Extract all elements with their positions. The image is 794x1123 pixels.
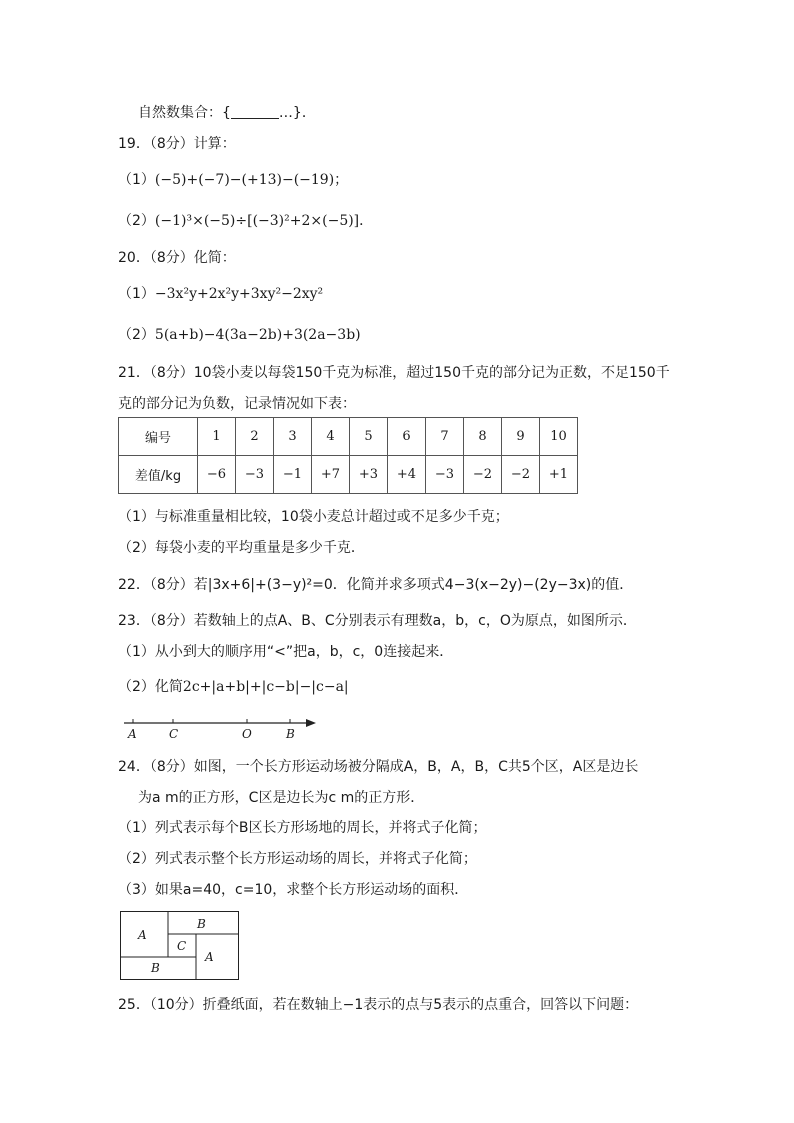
q20-part1-label: （1） [118,286,155,302]
q19-part2-label: （2） [118,213,155,229]
region-label-c: C [177,939,187,953]
q18-label: 自然数集合：{ [138,105,231,121]
q24-part1: （1）列式表示每个B区长方形场地的周长，并将式子化简； [118,820,487,836]
region-label-b: B [197,917,206,931]
q21-data-table [118,417,578,494]
table-cell: 7 [426,418,464,456]
q24-part2: （2）列式表示整个长方形运动场的周长，并将式子化简； [118,851,477,867]
region-label-a: A [138,928,147,942]
q18-suffix: …}． [278,105,316,121]
q19-part2 [118,211,373,231]
q18-blank [231,104,279,119]
point-label-b: B [286,727,295,741]
table-cell: 4 [312,418,350,456]
table-cell: +1 [540,456,578,494]
q23-part2 [118,677,349,697]
q20-part2 [118,325,361,345]
q20-part2-label: （2） [118,327,155,343]
table-cell: −6 [198,456,236,494]
q19-heading: 19．（8分）计算： [118,136,236,152]
table-cell: 8 [464,418,502,456]
q20-part2-expr: 5(a+b)−4(3a−2b)+3(2a−3b) [154,327,361,343]
q23-part2-expr: 2c+|a+b|+|c−b|−|c−a| [182,679,349,695]
table-cell: 2 [236,418,274,456]
table-cell: +7 [312,456,350,494]
q19-part1 [118,170,348,190]
point-label-c: C [169,727,179,741]
q24-line2: 为a m的正方形，C区是边长为c m的正方形． [138,790,425,806]
table-row [119,418,578,456]
q22-text: 22．（8分）若|3x+6|+(3−y)²=0．化简并求多项式4−3(x−2y)−(2y−3x)的值． [118,577,634,593]
table-cell: +4 [388,456,426,494]
table-cell: −3 [426,456,464,494]
table-cell: 5 [350,418,388,456]
table-cell: −3 [236,456,274,494]
q24-part3: （3）如果a=40，c=10，求整个长方形运动场的面积． [118,882,469,898]
q25-text: 25．（10分）折叠纸面，若在数轴上−1表示的点与5表示的点重合，回答以下问题： [118,997,639,1013]
table-cell: 3 [274,418,312,456]
q21-part1: （1）与标准重量相比较，10袋小麦总计超过或不足多少千克； [118,509,509,525]
q20-heading: 20．（8分）化简： [118,250,236,266]
number-line-figure [120,712,320,744]
q21-line2: 克的部分记为负数，记录情况如下表： [118,396,356,412]
table-cell: 1 [198,418,236,456]
q19-part2-expr: (−1)³×(−5)÷[(−3)²+2×(−5)]． [154,213,374,229]
number-line-arrow [306,719,316,727]
table-cell: −1 [274,456,312,494]
table-row-header: 差值/kg [119,456,198,494]
q20-part1 [118,284,323,304]
table-cell: 9 [502,418,540,456]
point-label-o: O [242,727,252,741]
field-division-figure [120,911,240,981]
table-cell: +3 [350,456,388,494]
table-cell: 6 [388,418,426,456]
table-row [119,456,578,494]
q21-line1: 21．（8分）10袋小麦以每袋150千克为标准，超过150千克的部分记为正数，不足150千 [118,365,670,381]
q23-part2-label: （2）化简 [118,679,183,695]
table-cell: 10 [540,418,578,456]
region-label-b: B [151,961,160,975]
table-cell: −2 [464,456,502,494]
table-row-header: 编号 [119,418,198,456]
q19-part1-expr: (−5)+(−7)−(+13)−(−19)； [154,172,349,188]
q24-line1: 24．（8分）如图，一个长方形运动场被分隔成A，B，A，B，C共5个区，A区是边长 [118,759,639,775]
table-cell: −2 [502,456,540,494]
q20-part1-expr: −3x²y+2x²y+3xy²−2xy² [154,286,324,302]
q23-heading: 23．（8分）若数轴上的点A、B、C分别表示有理数a，b，c，O为原点，如图所示． [118,613,637,629]
q23-part1: （1）从小到大的顺序用“<”把a，b，c，0连接起来． [118,644,454,660]
q19-part1-label: （1） [118,172,155,188]
point-label-a: A [128,727,137,741]
q18-natural-set-line [138,103,316,123]
q21-part2: （2）每袋小麦的平均重量是多少千克． [118,540,365,556]
region-label-a: A [205,950,214,964]
